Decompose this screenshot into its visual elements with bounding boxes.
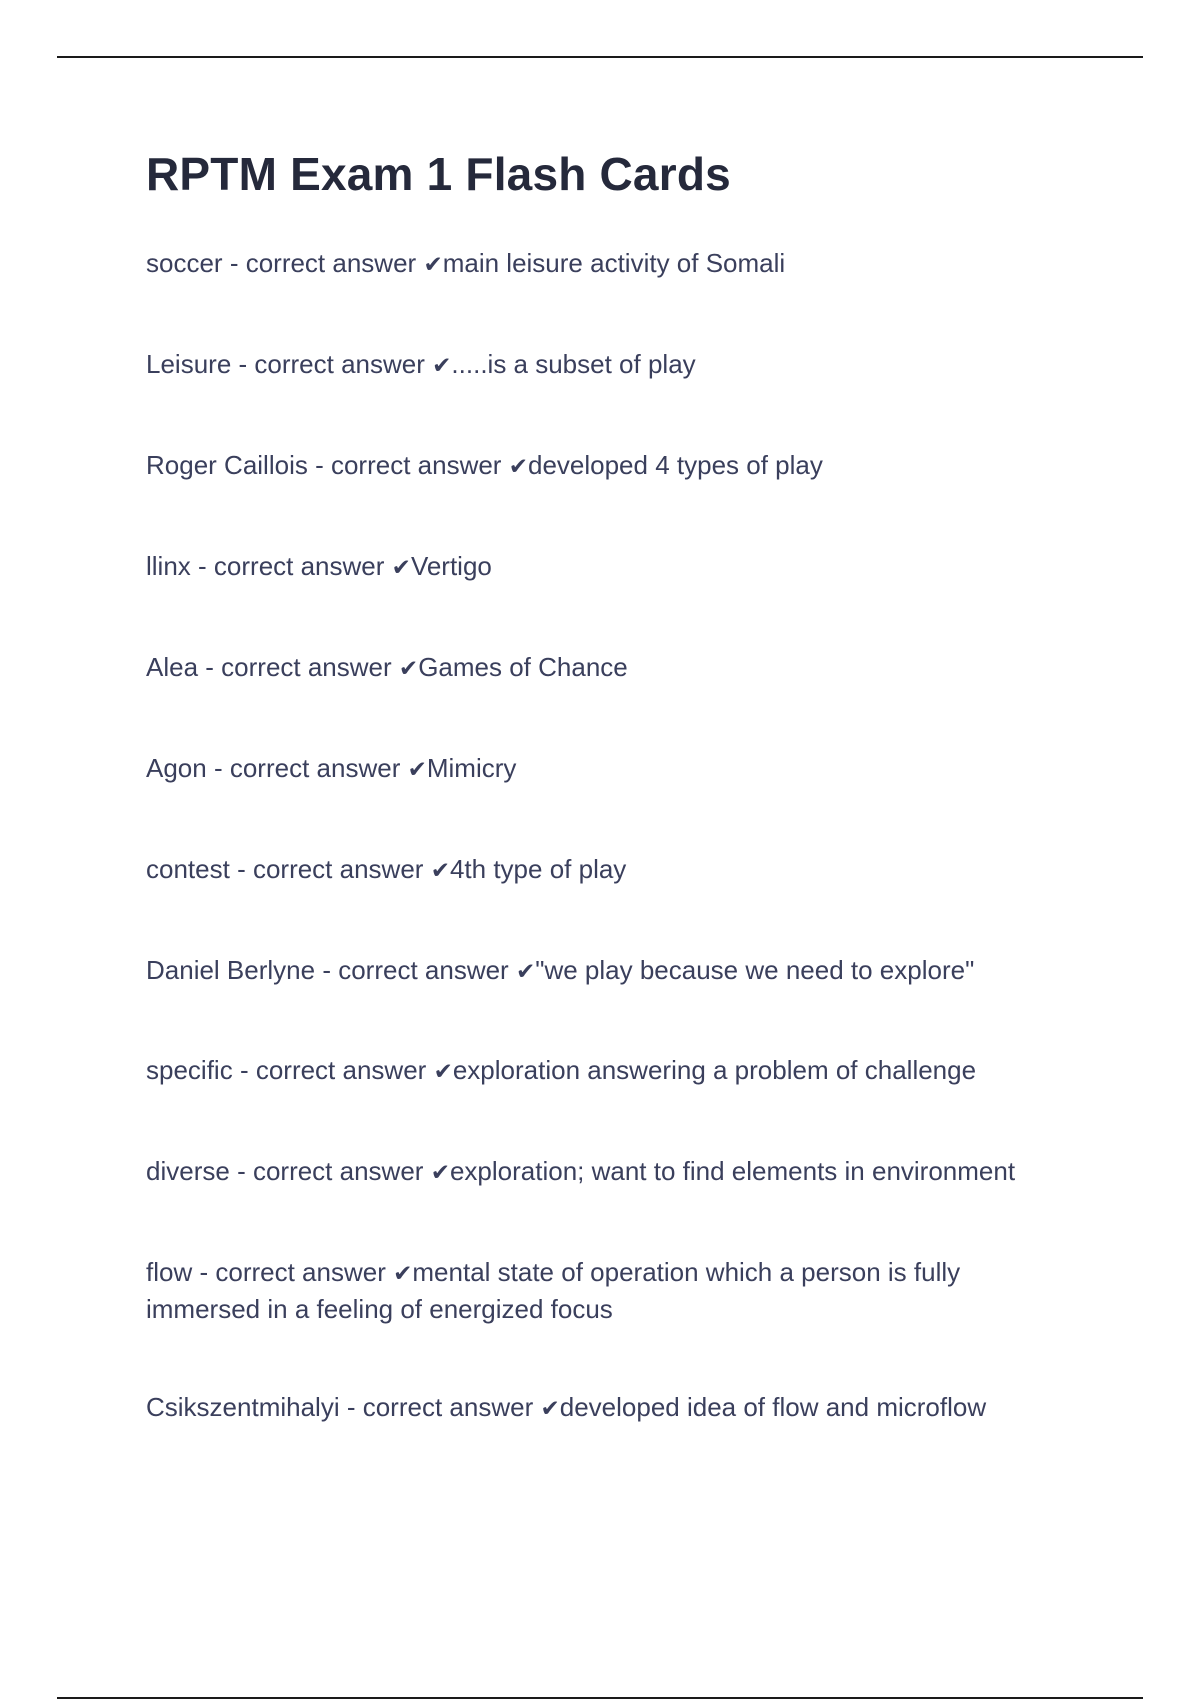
card-definition: main leisure activity of Somali: [442, 248, 786, 278]
answer-label: - correct answer: [205, 652, 392, 682]
answer-label: - correct answer: [239, 1055, 427, 1085]
top-rule: [57, 56, 1143, 58]
card-term: contest: [146, 854, 230, 884]
card-term: Agon: [146, 753, 207, 783]
card-term: Alea: [146, 652, 199, 682]
flash-card: [146, 751, 1106, 788]
card-definition: Games of Chance: [418, 652, 628, 682]
card-term: soccer: [146, 248, 223, 278]
answer-label: - correct answer: [322, 955, 509, 985]
card-definition: 4th type of play: [449, 854, 627, 884]
answer-label: - correct answer: [238, 349, 425, 379]
answer-label: - correct answer: [237, 1156, 424, 1186]
card-term: flow: [146, 1257, 193, 1287]
bottom-rule: [57, 1697, 1143, 1699]
check-icon: ✔: [540, 1396, 560, 1422]
card-term: llinx: [146, 551, 191, 581]
answer-label: - correct answer: [198, 551, 385, 581]
flash-card: [146, 1053, 1106, 1090]
answer-label: - correct answer: [213, 753, 401, 783]
card-definition: exploration answering a problem of challenge: [452, 1055, 977, 1085]
flash-card: [146, 549, 1106, 586]
flash-card: [146, 246, 1106, 283]
answer-label: - correct answer: [237, 854, 424, 884]
check-icon: ✔: [423, 252, 443, 278]
card-definition: developed idea of flow and microflow: [559, 1392, 987, 1422]
flash-card: [146, 1390, 1106, 1427]
check-icon: ✔: [407, 757, 427, 783]
card-term: specific: [146, 1055, 233, 1085]
card-definition: mental state of operation which a person is fully immersed in a feeling of energized focus: [146, 1257, 961, 1324]
card-definition: "we play because we need to explore": [535, 955, 975, 985]
flash-card: [146, 953, 1106, 990]
check-icon: ✔: [432, 353, 452, 379]
card-term: Roger Caillois: [146, 450, 308, 480]
check-icon: ✔: [430, 858, 450, 884]
card-definition: Mimicry: [426, 753, 517, 783]
card-term: Leisure: [146, 349, 232, 379]
flash-card: [146, 448, 1106, 485]
answer-label: - correct answer: [315, 450, 502, 480]
check-icon: ✔: [391, 555, 411, 581]
flash-card: [146, 1154, 1106, 1191]
flash-card: [146, 650, 1106, 687]
answer-label: - correct answer: [346, 1392, 534, 1422]
card-definition: .....is a subset of play: [451, 349, 696, 379]
card-definition: developed 4 types of play: [527, 450, 823, 480]
check-icon: ✔: [398, 656, 419, 682]
card-definition: Vertigo: [410, 551, 492, 581]
check-icon: ✔: [508, 454, 528, 480]
flash-card: [146, 1255, 1026, 1327]
card-definition: exploration; want to find elements in environment: [449, 1156, 1016, 1186]
answer-label: - correct answer: [229, 248, 417, 278]
page-title: RPTM Exam 1 Flash Cards: [146, 148, 731, 200]
page-content: [146, 146, 1106, 1422]
check-icon: ✔: [515, 959, 536, 985]
check-icon: ✔: [430, 1160, 450, 1186]
check-icon: ✔: [433, 1059, 453, 1085]
check-icon: ✔: [393, 1261, 413, 1287]
card-term: diverse: [146, 1156, 230, 1186]
answer-label: - correct answer: [199, 1257, 386, 1287]
card-term: Csikszentmihalyi: [146, 1392, 340, 1422]
card-term: Daniel Berlyne: [146, 955, 316, 985]
flash-card: [146, 852, 1106, 889]
flash-card: [146, 347, 1106, 384]
